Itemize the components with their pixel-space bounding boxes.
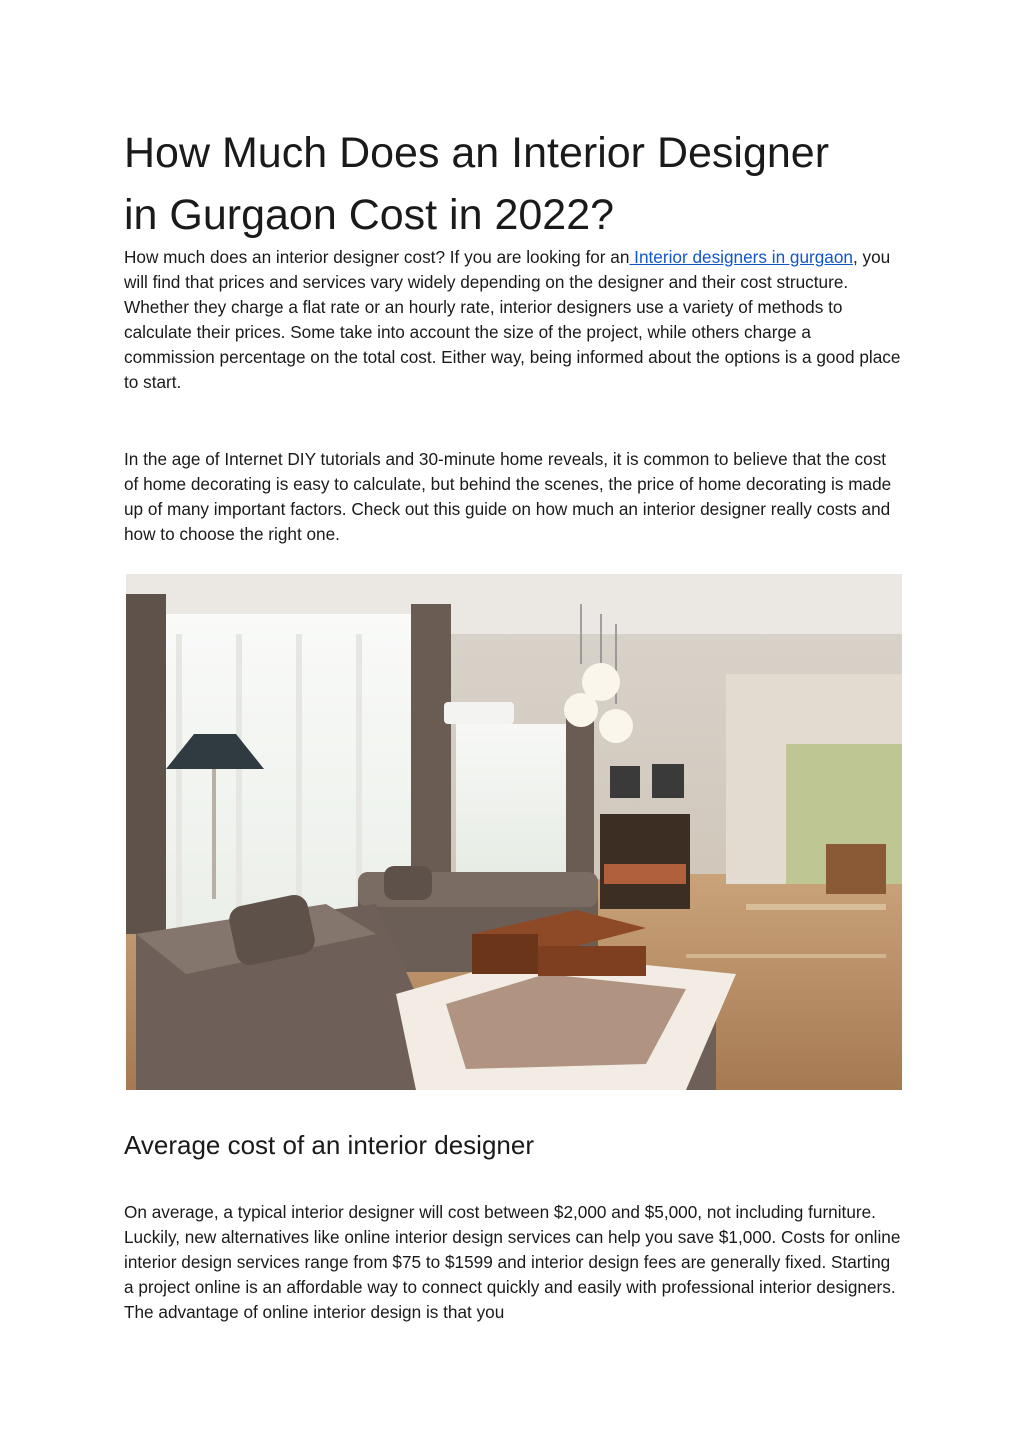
second-paragraph: In the age of Internet DIY tutorials and 30-minute home reveals, it is common to believe that the cost of home decorating is easy to calculate, but behind the scenes, the price of home decorating is made up of many important factors. Check out this guide on how much an interior designer really costs and how to choose the right one. <box>124 449 892 544</box>
title-line-1: How Much Does an Interior Designer <box>124 129 830 177</box>
section-heading: Average cost of an interior designer <box>124 1130 534 1160</box>
interior-designers-link[interactable]: Interior designers in gurgaon <box>629 247 853 267</box>
intro-paragraph <box>124 245 904 395</box>
intro-text-before-link: How much does an interior designer cost? If you are looking for an <box>124 247 630 267</box>
intro-text-after-link: , you will find that prices and services vary widely depending on the designer and their cost structure. Whether they charge a flat rate or an hourly rate, interior designers use a variety of methods to calculate their prices. Some take into account the size of the project, while others charge a commission percentage on the total cost. Either way, being informed about the options is a good place to start. <box>124 247 901 392</box>
page-title <box>124 122 884 246</box>
living-room-photo <box>126 574 902 1090</box>
title-line-2: in Gurgaon Cost in 2022? <box>124 191 615 239</box>
average-cost-paragraph: On average, a typical interior designer will cost between $2,000 and $5,000, not including furniture. Luckily, new alternatives like online interior design services can help you save $1,000. Costs for online interior design services range from $75 to $1599 and interior design fees are generally fixed. Starting a project online is an affordable way to connect quickly and easily with professional interior designers. The advantage of online interior design is that you <box>124 1202 901 1322</box>
